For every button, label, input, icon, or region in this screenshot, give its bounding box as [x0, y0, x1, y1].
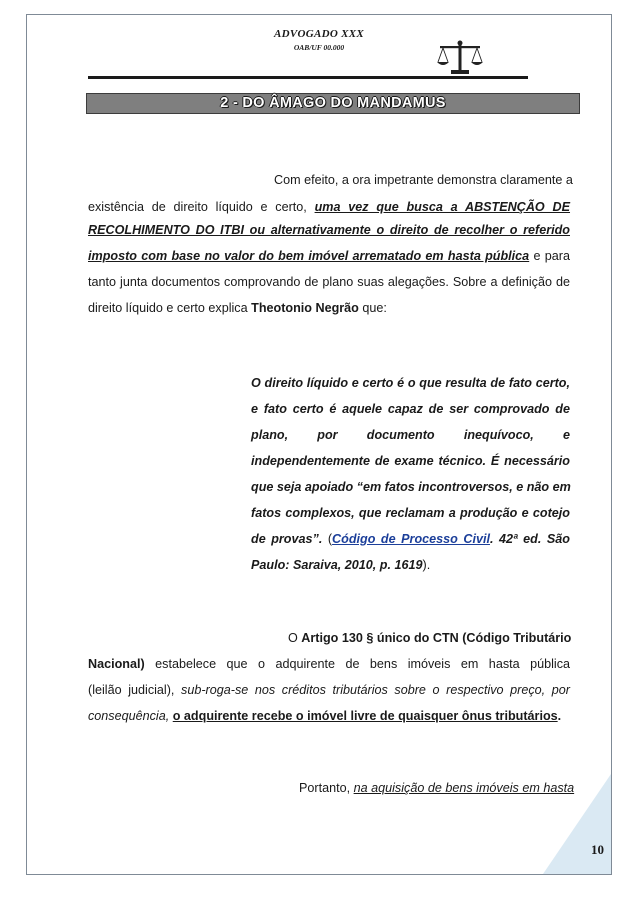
page-number: 10	[591, 842, 604, 857]
page-corner-decoration	[543, 774, 611, 874]
text-run: O	[288, 631, 298, 645]
quote-line	[251, 427, 570, 443]
paragraph-line	[88, 708, 570, 724]
text-run: direito líquido e certo explica	[88, 301, 248, 315]
text-run: e para	[533, 249, 570, 263]
citation-link[interactable]: Código de Processo Civil	[332, 532, 490, 546]
text-run: Portanto,	[299, 781, 351, 795]
paragraph-line	[88, 300, 570, 316]
oab-number: OAB/UF 00.000	[293, 43, 345, 52]
quote-line	[251, 453, 570, 469]
paragraph-line	[88, 248, 570, 264]
paragraph-line	[274, 172, 573, 188]
quote-line	[251, 505, 570, 521]
letterhead	[0, 28, 638, 52]
scales-of-justice-icon	[436, 40, 484, 76]
paragraph-line	[88, 222, 570, 238]
emphasis-text: consequência,	[88, 709, 170, 723]
text-run: independentemente de exame técnico. É necessário	[251, 454, 570, 468]
lawyer-name: ADVOGADO XXX	[273, 28, 365, 40]
statute-reference: Artigo 130 § único do CTN (Código Tributário	[301, 631, 572, 645]
emphasis-text: o adquirente recebe o imóvel livre de quaisquer ônus tributários	[172, 709, 558, 723]
paragraph-line	[88, 656, 570, 672]
text-run: (leilão judicial),	[88, 683, 175, 697]
text-run: que:	[362, 301, 387, 315]
text-run: fatos complexos, que reclamam a produção e cotejo	[251, 506, 570, 520]
text-run: Com efeito, a ora impetrante demonstra claramente a	[274, 173, 573, 187]
paragraph-line	[288, 630, 570, 646]
section-title: 2 - DO ÂMAGO DO MANDAMUS	[220, 95, 446, 111]
text-run: estabelece que o adquirente de bens imóveis em hasta pública	[155, 657, 570, 671]
emphasis-text: imposto com base no valor do bem imóvel arrematado em hasta pública	[88, 249, 530, 263]
paragraph-line	[88, 682, 570, 698]
section-heading-bar	[86, 93, 580, 114]
text-run: . 42ª ed. São	[489, 532, 570, 546]
quote-line	[251, 375, 570, 391]
quote-line	[251, 531, 570, 547]
text-run: e fato certo é aquele capaz de ser comprovado de	[251, 402, 570, 416]
text-run: plano, por documento inequívoco, e	[251, 428, 570, 442]
text-run: Paulo: Saraiva, 2010, p. 1619	[251, 558, 423, 572]
header-rule	[88, 76, 528, 79]
statute-reference: Nacional)	[88, 657, 145, 671]
text-run: .	[557, 709, 562, 723]
quote-line	[251, 401, 570, 417]
text-run: que seja apoiado “em fatos incontroversos, e não em	[251, 480, 571, 494]
text-run: O direito líquido e certo é o que resulta de fato certo,	[251, 376, 570, 390]
emphasis-text: sub-roga-se nos créditos tributários sobre o respectivo preço, por	[181, 683, 571, 697]
author-name: Theotonio Negrão	[251, 301, 359, 315]
emphasis-text: uma vez que busca a ABSTENÇÃO DE	[314, 200, 571, 214]
paragraph-line	[88, 199, 570, 215]
page-border	[26, 14, 612, 875]
quote-line	[251, 479, 570, 495]
text-run: tanto junta documentos comprovando de plano suas alegações. Sobre a definição de	[88, 275, 570, 289]
text-run: de provas”.	[251, 532, 323, 546]
paragraph-line	[299, 780, 575, 796]
emphasis-text: na aquisição de bens imóveis em hasta	[353, 781, 575, 795]
emphasis-text: RECOLHIMENTO DO ITBI ou alternativamente o direito de recolher o referido	[88, 223, 570, 237]
text-run: existência de direito líquido e certo,	[88, 200, 307, 214]
quote-line	[251, 557, 570, 573]
text-run: (	[327, 532, 333, 546]
paragraph-line	[88, 274, 570, 290]
text-run: ).	[422, 558, 431, 572]
